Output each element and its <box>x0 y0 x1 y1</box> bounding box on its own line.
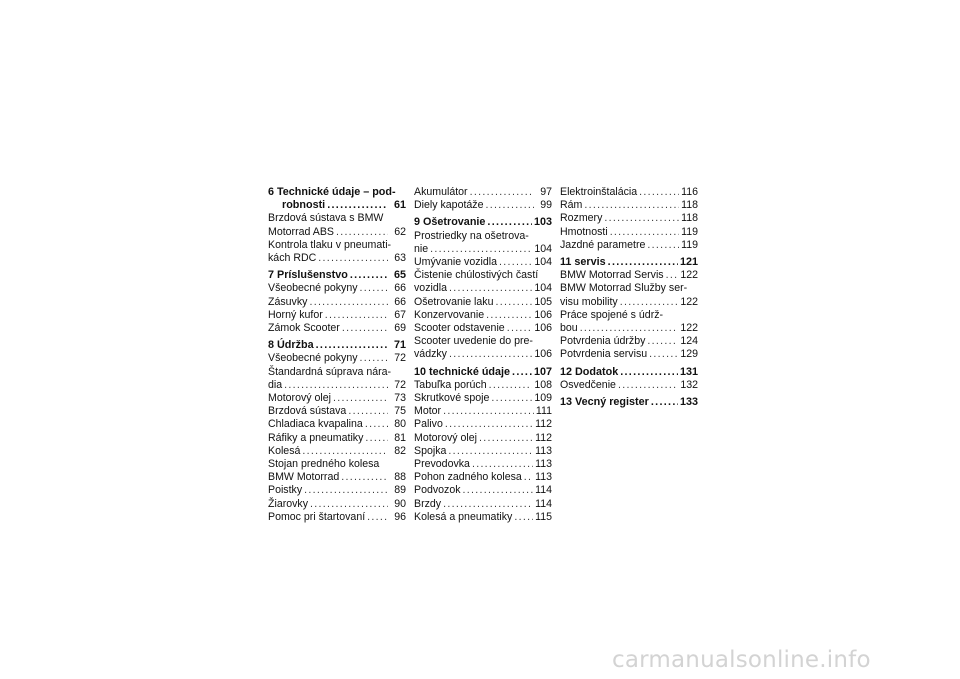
toc-entry-title: Brzdová sústava s BMW <box>268 212 384 225</box>
dot-leader <box>580 322 679 335</box>
toc-chapter[interactable] <box>414 366 552 379</box>
toc-entry[interactable] <box>268 282 406 295</box>
toc-entry-title: Akumulátor <box>414 186 468 198</box>
toc-entry-title: robnosti <box>282 199 326 212</box>
toc-page-number: 104 <box>534 242 552 255</box>
toc-entry[interactable] <box>414 392 552 405</box>
dot-leader <box>316 339 388 352</box>
dot-leader <box>445 418 533 431</box>
toc-entry[interactable] <box>560 379 698 392</box>
toc-entry-title: Ošetrovanie laku <box>414 295 494 308</box>
toc-entry-title: Motorrad ABS <box>268 225 334 238</box>
toc-entry-title: Konzervovanie <box>414 308 485 321</box>
dot-leader <box>647 335 678 348</box>
toc-entry-title: Osvedčenie <box>560 378 616 391</box>
toc-page-number: 113 <box>535 458 552 471</box>
toc-entry[interactable] <box>414 458 552 471</box>
toc-entry-title: Všeobecné pokyny <box>268 352 358 365</box>
toc-entry-title: Zámok Scooter <box>268 322 340 335</box>
toc-entry-title: 9 Ošetrovanie <box>414 216 486 229</box>
toc-entry[interactable] <box>414 269 552 295</box>
toc-entry[interactable] <box>414 484 552 497</box>
dot-leader <box>639 186 679 199</box>
toc-page-number: 75 <box>394 405 406 418</box>
toc-entry-title: Jazdné parametre <box>560 238 646 251</box>
toc-entry[interactable] <box>414 256 552 269</box>
toc-page-number: 116 <box>681 186 698 198</box>
toc-entry[interactable] <box>414 322 552 335</box>
toc-entry[interactable] <box>414 498 552 511</box>
toc-entry[interactable] <box>414 471 552 484</box>
toc-entry[interactable] <box>414 309 552 322</box>
toc-page-number: 106 <box>534 322 552 335</box>
toc-chapter[interactable] <box>268 339 406 352</box>
toc-page-number: 105 <box>534 295 552 308</box>
dot-leader <box>365 432 388 445</box>
toc-page-number: 71 <box>393 339 406 352</box>
dot-leader <box>620 366 678 379</box>
dot-leader <box>479 432 533 445</box>
toc-entry[interactable] <box>268 484 406 497</box>
toc-entry-title: 8 Údržba <box>268 339 314 352</box>
toc-entry[interactable] <box>268 458 406 484</box>
toc-page-number: 107 <box>533 365 552 378</box>
toc-entry[interactable] <box>268 511 406 524</box>
toc-page-number: 132 <box>680 378 698 391</box>
toc-entry-title: 6 Technické údaje – pod- <box>268 186 396 198</box>
toc-page-number: 66 <box>394 282 406 295</box>
toc-entry[interactable] <box>414 296 552 309</box>
toc-entry-title: Štandardná súprava nára- <box>268 365 392 378</box>
dot-leader <box>449 282 532 295</box>
toc-page-number: 99 <box>540 199 552 212</box>
toc-page-number: 61 <box>393 199 406 212</box>
toc-page-number: 122 <box>680 322 698 335</box>
toc-page-number: 66 <box>394 295 406 308</box>
toc-entry-title: Čistenie chúlostivých častí <box>414 269 539 282</box>
toc-chapter[interactable] <box>560 366 698 379</box>
toc-entry[interactable] <box>268 309 406 322</box>
toc-entry[interactable] <box>268 445 406 458</box>
dot-leader <box>610 226 679 239</box>
toc-entry-title: Diely kapotáže <box>414 199 484 212</box>
toc-page-number: 104 <box>534 256 552 269</box>
dot-leader <box>651 396 678 409</box>
toc-chapter[interactable] <box>414 216 552 229</box>
dot-leader <box>443 405 534 418</box>
dot-leader <box>365 418 388 431</box>
toc-entry-title: bou <box>560 322 578 335</box>
toc-entry-title: vozidla <box>414 282 447 295</box>
toc-entry-title: 12 Dodatok <box>560 365 619 378</box>
toc-entry[interactable] <box>560 186 698 199</box>
dot-leader <box>649 348 678 361</box>
toc-page-number: 90 <box>394 497 406 510</box>
dot-leader <box>499 256 532 269</box>
dot-leader <box>507 322 533 335</box>
toc-entry-title: BMW Motorrad Servis <box>560 269 664 282</box>
toc-page-number: 89 <box>394 484 406 497</box>
toc-column-3 <box>560 186 698 409</box>
toc-entry[interactable] <box>268 418 406 431</box>
dot-leader <box>584 199 679 212</box>
toc-chapter[interactable] <box>560 396 698 409</box>
toc-entry-title: Motorový olej <box>414 431 477 444</box>
toc-entry-title: Prostriedky na ošetrova- <box>414 229 529 242</box>
dot-leader <box>487 216 532 229</box>
toc-entry-title: Umývanie vozidla <box>414 256 498 269</box>
toc-page-number: 114 <box>535 484 552 497</box>
toc-entry[interactable] <box>414 186 552 199</box>
toc-page-number: 72 <box>394 378 406 391</box>
toc-entry-title: 7 Príslušenstvo <box>268 269 348 282</box>
dot-leader <box>304 484 388 497</box>
toc-page-number: 62 <box>394 225 406 238</box>
toc-page-number: 121 <box>679 256 698 269</box>
toc-column-1 <box>268 186 406 524</box>
dot-leader <box>367 511 388 524</box>
toc-entry[interactable] <box>414 511 552 524</box>
dot-leader <box>430 243 532 256</box>
toc-entry-title: 10 technické údaje <box>414 365 511 378</box>
dot-leader <box>310 498 388 511</box>
toc-page-number: 112 <box>535 431 552 444</box>
toc-entry-title: Scooter uvedenie do pre- <box>414 335 533 348</box>
dot-leader <box>489 379 533 392</box>
toc-entry-title: Palivo <box>414 418 443 431</box>
toc-entry[interactable] <box>560 269 698 282</box>
toc-entry[interactable] <box>268 239 406 265</box>
toc-page-number: 88 <box>394 471 406 484</box>
toc-page-number: 114 <box>535 497 552 510</box>
dot-leader <box>348 405 388 418</box>
toc-entry-title: Práce spojené s údrž- <box>560 308 664 321</box>
toc-entry-title: Poistky <box>268 484 303 497</box>
dot-leader <box>496 296 533 309</box>
toc-page-number: 81 <box>394 431 406 444</box>
toc-entry-title: 11 servis <box>560 256 606 269</box>
toc-entry[interactable] <box>414 230 552 256</box>
toc-entry[interactable] <box>268 432 406 445</box>
toc-page-number: 108 <box>534 378 552 391</box>
toc-page-number: 111 <box>535 405 552 418</box>
toc-entry-title: nie <box>414 242 429 255</box>
toc-entry-title: Všeobecné pokyny <box>268 282 358 295</box>
dot-leader <box>350 269 388 282</box>
toc-entry[interactable] <box>560 212 698 225</box>
toc-entry-title: Potvrdenia údržby <box>560 335 646 348</box>
toc-page-number: 103 <box>533 216 552 229</box>
dot-leader <box>514 511 533 524</box>
toc-page-number: 104 <box>534 282 552 295</box>
toc-page-number: 82 <box>394 444 406 457</box>
dot-leader <box>666 269 679 282</box>
toc-entry-title: Potvrdenia servisu <box>560 348 648 361</box>
toc-entry-title: Žiarovky <box>268 497 309 510</box>
toc-page-number: 124 <box>680 335 698 348</box>
toc-chapter[interactable] <box>268 186 406 212</box>
toc-entry-title: Podvozok <box>414 484 461 497</box>
toc-entry[interactable] <box>560 309 698 335</box>
toc-page-number: 97 <box>540 186 552 198</box>
toc-entry-title: Spojka <box>414 444 447 457</box>
toc-entry[interactable] <box>268 366 406 392</box>
toc-chapter[interactable] <box>560 256 698 269</box>
toc-column-2 <box>414 186 552 524</box>
toc-page-number: 67 <box>394 308 406 321</box>
toc-entry[interactable] <box>268 405 406 418</box>
toc-entry[interactable] <box>560 199 698 212</box>
toc-entry[interactable] <box>560 282 698 308</box>
toc-entry-title: BMW Motorrad Služby ser- <box>560 282 688 295</box>
toc-page-number: 129 <box>680 348 698 361</box>
toc-entry-title: 13 Vecný register <box>560 396 649 409</box>
dot-leader <box>491 392 532 405</box>
toc-entry[interactable] <box>414 418 552 431</box>
toc-page-number: 106 <box>534 348 552 361</box>
dot-leader <box>449 348 532 361</box>
toc-entry-title: Ráfiky a pneumatiky <box>268 431 364 444</box>
toc-entry-title: kách RDC <box>268 252 317 265</box>
toc-page-number: 131 <box>679 365 698 378</box>
toc-entry[interactable] <box>414 432 552 445</box>
toc-page-number: 80 <box>394 418 406 431</box>
toc-entry-title: Skrutkové spoje <box>414 392 490 405</box>
dot-leader <box>470 186 534 199</box>
toc-entry-title: Stojan predného kolesa <box>268 458 380 471</box>
toc-entry-title: Rám <box>560 199 583 212</box>
toc-page-number: 63 <box>394 252 406 265</box>
toc-entry[interactable] <box>560 348 698 361</box>
toc-entry[interactable] <box>414 379 552 392</box>
dot-leader <box>618 379 678 392</box>
dot-leader <box>333 392 388 405</box>
dot-leader <box>608 256 678 269</box>
toc-page-number: 73 <box>394 392 406 405</box>
toc-entry-title: dia <box>268 378 283 391</box>
toc-entry[interactable] <box>268 322 406 335</box>
dot-leader <box>512 366 532 379</box>
toc-entry[interactable] <box>268 352 406 365</box>
dot-leader <box>318 252 388 265</box>
toc-entry[interactable] <box>268 212 406 238</box>
toc-entry-title: Elektroinštalácia <box>560 186 638 198</box>
toc-page-number: 119 <box>681 238 698 251</box>
toc-chapter[interactable] <box>268 269 406 282</box>
toc-entry-title: BMW Motorrad <box>268 471 340 484</box>
toc-page-number: 65 <box>393 269 406 282</box>
watermark-text: carmanualsonline.info <box>612 647 871 673</box>
dot-leader <box>524 471 533 484</box>
toc-entry[interactable] <box>268 392 406 405</box>
dot-leader <box>302 445 388 458</box>
dot-leader <box>360 352 388 365</box>
toc-entry[interactable] <box>414 199 552 212</box>
toc-page-number: 72 <box>394 352 406 365</box>
dot-leader <box>486 199 535 212</box>
toc-entry-title: Prevodovka <box>414 458 470 471</box>
toc-page-number: 133 <box>679 396 698 409</box>
dot-leader <box>486 309 532 322</box>
toc-page-number: 122 <box>680 269 698 282</box>
dot-leader <box>336 226 388 239</box>
dot-leader <box>472 458 533 471</box>
toc-entry-title: Brzdová sústava <box>268 405 347 418</box>
toc-entry[interactable] <box>560 239 698 252</box>
dot-leader <box>448 445 533 458</box>
toc-entry-title: Chladiaca kvapalina <box>268 418 363 431</box>
toc-entry-title: Pomoc pri štartovaní <box>268 510 366 523</box>
toc-page-number: 112 <box>535 418 552 431</box>
toc-page-number: 122 <box>680 295 698 308</box>
toc-entry-title: Pohon zadného kolesa <box>414 471 522 484</box>
toc-entry[interactable] <box>414 445 552 458</box>
toc-page-number: 119 <box>681 225 698 238</box>
toc-entry-title: Kontrola tlaku v pneumati- <box>268 238 392 251</box>
toc-page-number: 106 <box>534 308 552 321</box>
toc-page-number: 118 <box>681 212 698 225</box>
toc-entry-title: visu mobility <box>560 295 618 308</box>
dot-leader <box>647 239 679 252</box>
toc-entry-title: Tabuľka porúch <box>414 378 487 391</box>
toc-entry[interactable] <box>268 498 406 511</box>
toc-page-number: 113 <box>535 471 552 484</box>
toc-entry[interactable] <box>560 226 698 239</box>
dot-leader <box>325 309 388 322</box>
toc-entry-title: Motor <box>414 405 442 418</box>
toc-entry-title: Motorový olej <box>268 392 331 405</box>
dot-leader <box>327 199 388 212</box>
toc-entry-title: Kolesá <box>268 444 301 457</box>
toc-entry-title: Hmotnosti <box>560 225 608 238</box>
toc-page-number: 113 <box>535 444 552 457</box>
toc-entry[interactable] <box>560 335 698 348</box>
toc-page-number: 118 <box>681 199 698 212</box>
toc-entry-title: Horný kufor <box>268 308 323 321</box>
toc-entry-title: Kolesá a pneumatiky <box>414 510 513 523</box>
toc-page-number: 96 <box>394 510 406 523</box>
dot-leader <box>463 484 534 497</box>
toc-entry[interactable] <box>414 405 552 418</box>
toc-entry-title: Brzdy <box>414 497 442 510</box>
dot-leader <box>284 379 388 392</box>
dot-leader <box>620 296 679 309</box>
toc-entry-title: vádzky <box>414 348 447 361</box>
dot-leader <box>309 296 388 309</box>
toc-entry-title: Scooter odstavenie <box>414 322 505 335</box>
toc-entry-title: Rozmery <box>560 212 603 225</box>
dot-leader <box>360 282 388 295</box>
dot-leader <box>443 498 533 511</box>
dot-leader <box>604 212 679 225</box>
dot-leader <box>342 322 388 335</box>
toc-page-number: 109 <box>534 392 552 405</box>
toc-entry[interactable] <box>414 335 552 361</box>
toc-page-number: 115 <box>535 510 552 523</box>
toc-entry[interactable] <box>268 296 406 309</box>
toc-page-number: 69 <box>394 322 406 335</box>
toc-entry-title: Zásuvky <box>268 295 308 308</box>
dot-leader <box>341 471 388 484</box>
